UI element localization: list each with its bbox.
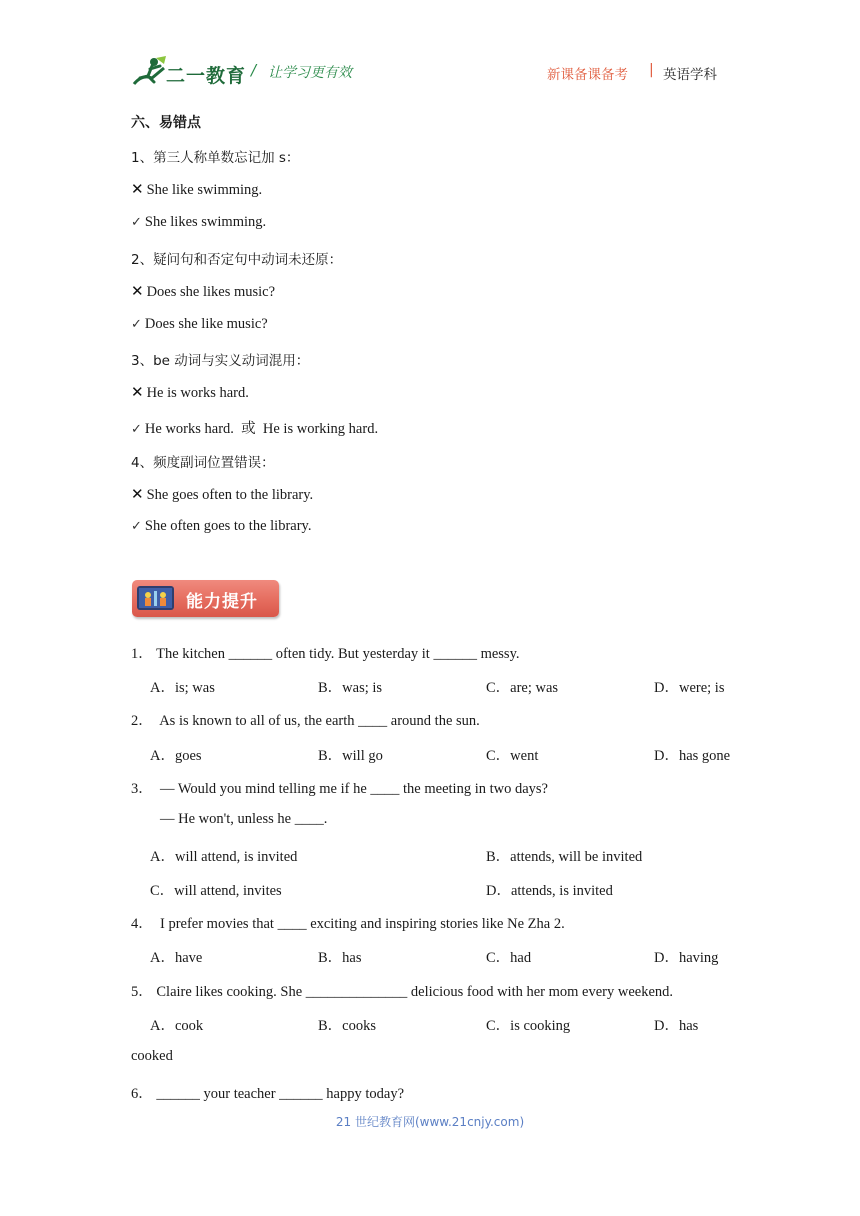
option[interactable]: C．will attend, invites	[150, 883, 282, 899]
right-sentence: She often goes to the library.	[144, 518, 312, 534]
right-sentence: Does she like music?	[144, 316, 268, 332]
option[interactable]: A．is; was	[150, 680, 215, 696]
right-example	[131, 214, 266, 231]
option-wrap: cooked	[131, 1048, 173, 1064]
question-4	[131, 912, 565, 933]
right-sentence: He works hard. 或 He is working hard.	[144, 421, 379, 437]
option[interactable]: D．were; is	[654, 680, 725, 696]
option[interactable]: A．cook	[150, 1018, 204, 1034]
logo-text: 二一教育	[166, 65, 247, 87]
option[interactable]: B．was; is	[318, 680, 383, 696]
question-3	[131, 777, 548, 798]
question-number: 3．	[131, 781, 153, 797]
option[interactable]: A．have	[150, 950, 203, 966]
slogan-separator: /	[251, 61, 257, 79]
error-heading: 4、频度副词位置错误：	[131, 455, 275, 471]
cross-icon: ✕	[131, 282, 144, 300]
error-heading: 2、疑问句和否定句中动词未还原：	[131, 252, 343, 268]
error-heading: 3、be 动词与实义动词混用：	[131, 353, 310, 369]
wrong-sentence: He is works hard.	[146, 385, 249, 401]
wrong-sentence: She like swimming.	[146, 182, 263, 198]
classroom-icon	[137, 586, 174, 610]
question-stem: Claire likes cooking. She ______________ delicious food with her mom every weekend.	[156, 984, 674, 1000]
slogan: 让学习更有效	[268, 65, 352, 81]
wrong-example	[131, 485, 313, 504]
question-number: 5．	[131, 984, 153, 1000]
error-heading: 1、第三人称单数忘记加 s：	[131, 150, 300, 166]
header-subject: 英语学科	[663, 67, 717, 83]
question-6	[131, 1082, 404, 1103]
question-5	[131, 980, 673, 1001]
question-number: 2．	[131, 713, 153, 729]
wrong-sentence: Does she likes music?	[146, 284, 276, 300]
cross-icon: ✕	[131, 383, 144, 401]
option[interactable]: B．cooks	[318, 1018, 376, 1034]
question-1	[131, 642, 520, 663]
header-tag: 新课备课备考	[547, 67, 628, 83]
question-2	[131, 709, 480, 730]
option[interactable]: A．will attend, is invited	[150, 849, 298, 865]
option[interactable]: D．attends, is invited	[486, 883, 613, 899]
check-icon: ✓	[131, 215, 142, 230]
option[interactable]: D．has	[654, 1018, 699, 1034]
option[interactable]: B．will go	[318, 748, 383, 764]
question-stem: The kitchen ______ often tidy. But yesterday it ______ messy.	[156, 646, 520, 662]
option[interactable]: D．has gone	[654, 748, 731, 764]
right-sentence: She likes swimming.	[144, 214, 267, 230]
section-title: 六、易错点	[131, 115, 201, 131]
cross-icon: ✕	[131, 485, 144, 503]
question-stem: ______ your teacher ______ happy today?	[156, 1086, 405, 1102]
question-stem: As is known to all of us, the earth ____ around the sun.	[159, 713, 480, 729]
check-icon: ✓	[131, 422, 142, 437]
header-separator: |	[649, 62, 654, 78]
option[interactable]: A．goes	[150, 748, 202, 764]
right-example	[131, 316, 268, 333]
question-number: 6．	[131, 1086, 153, 1102]
option[interactable]: C．went	[486, 748, 539, 764]
right-example	[131, 518, 311, 535]
wrong-example	[131, 383, 249, 402]
runner-logo-icon	[130, 54, 170, 90]
wrong-example	[131, 180, 262, 199]
question-stem-2: — He won't, unless he ____.	[160, 811, 328, 827]
question-number: 1．	[131, 646, 153, 662]
check-icon: ✓	[131, 317, 142, 332]
right-example	[131, 417, 378, 438]
question-stem: I prefer movies that ____ exciting and inspiring stories like Ne Zha 2.	[160, 916, 565, 932]
option[interactable]: C．is cooking	[486, 1018, 571, 1034]
option[interactable]: C．are; was	[486, 680, 559, 696]
wrong-example	[131, 282, 275, 301]
option[interactable]: C．had	[486, 950, 532, 966]
footer-source[interactable]: 21 世纪教育网(www.21cnjy.com)	[335, 1115, 525, 1129]
question-stem: — Would you mind telling me if he ____ the meeting in two days?	[160, 781, 548, 797]
check-icon: ✓	[131, 519, 142, 534]
question-number: 4．	[131, 916, 153, 932]
option[interactable]: B．attends, will be invited	[486, 849, 643, 865]
option[interactable]: D．having	[654, 950, 719, 966]
banner-label: 能力提升	[186, 592, 258, 612]
option[interactable]: B．has	[318, 950, 362, 966]
wrong-sentence: She goes often to the library.	[146, 487, 314, 503]
cross-icon: ✕	[131, 180, 144, 198]
